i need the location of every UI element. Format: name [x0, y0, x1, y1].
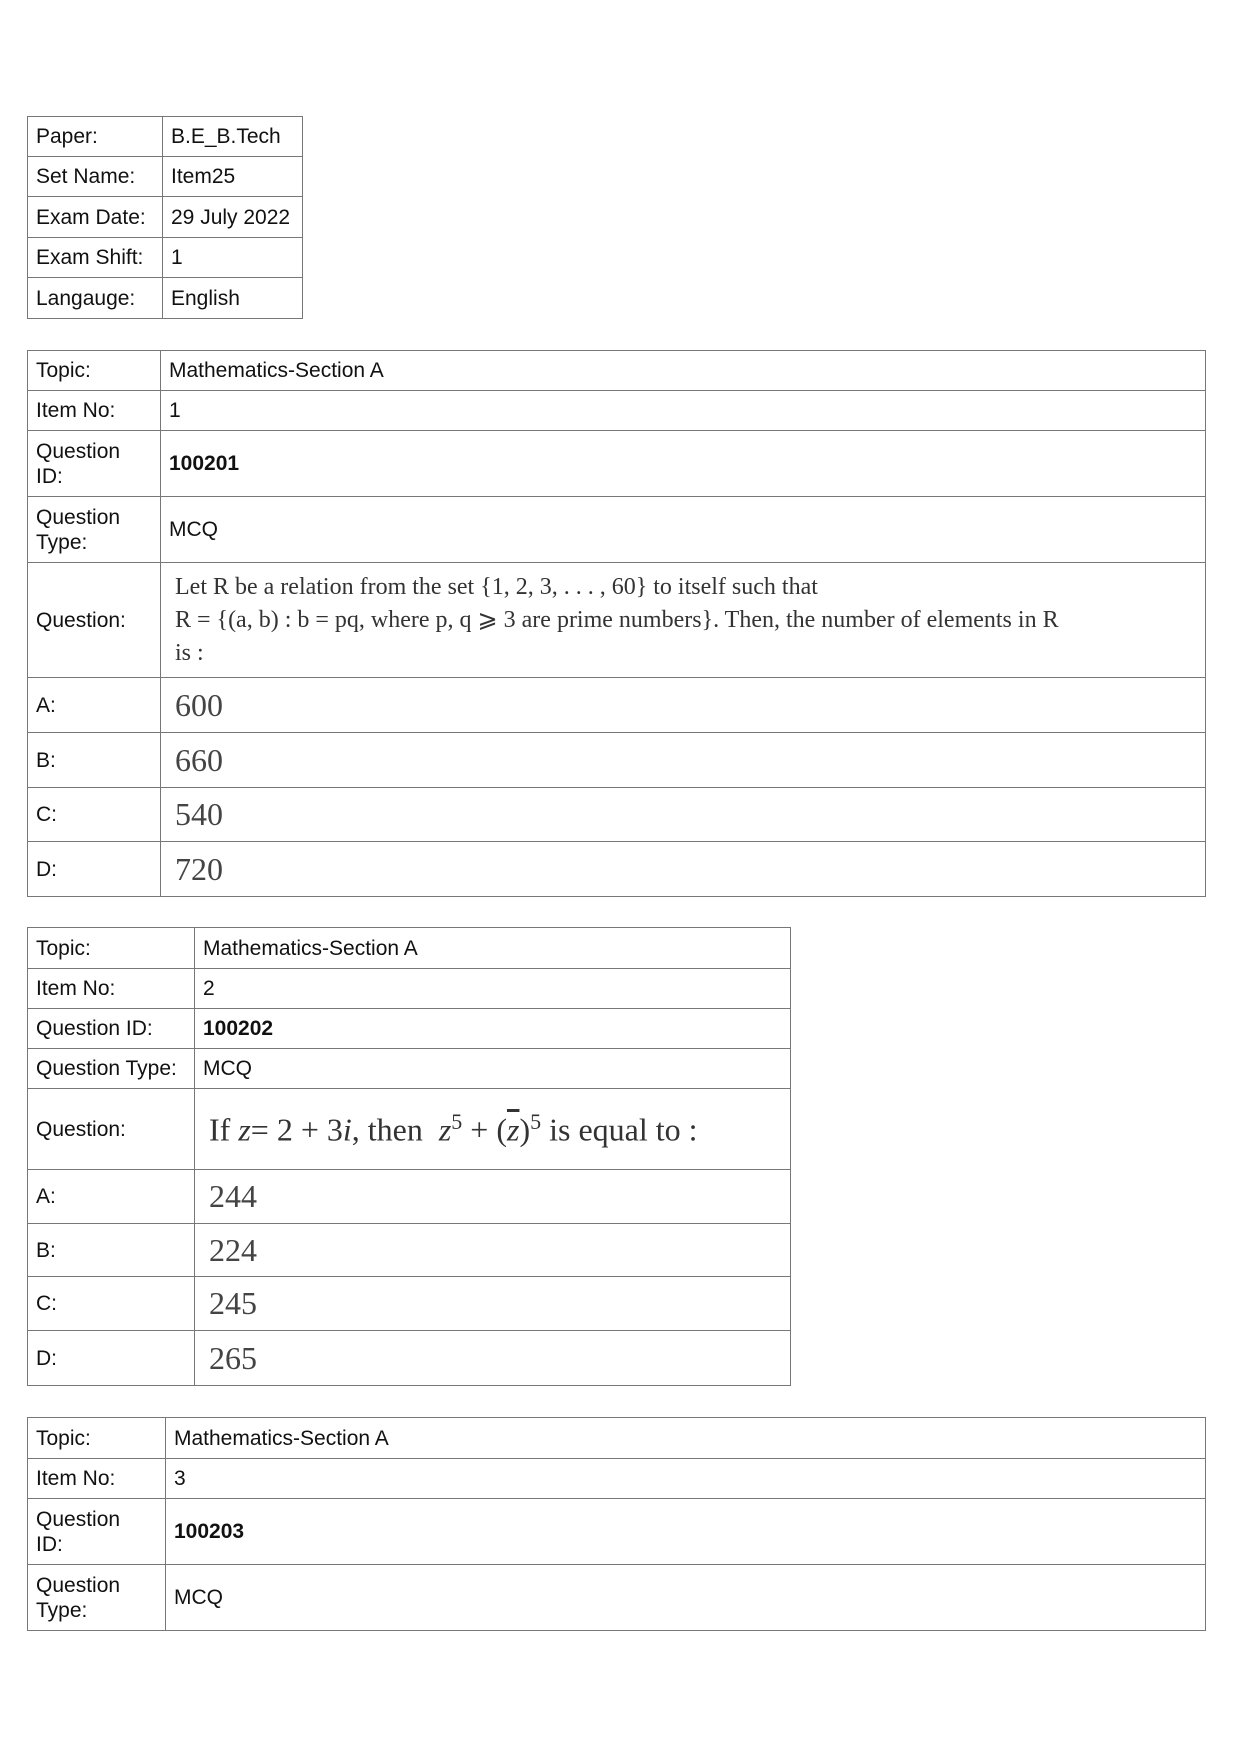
exam-meta-table: [27, 116, 303, 319]
option-b-label: B:: [28, 1224, 195, 1277]
topic-value: Mathematics-Section A: [166, 1418, 1206, 1459]
item-no-label: Item No:: [28, 1459, 166, 1499]
option-a-value: 600: [161, 678, 1206, 733]
question-3-table: [27, 1417, 1206, 1631]
item-no-label: Item No:: [28, 391, 161, 431]
question-1-table: [27, 350, 1206, 897]
item-no-value: 1: [161, 391, 1206, 431]
question-type-value: MCQ: [166, 1565, 1206, 1631]
option-b-label: B:: [28, 733, 161, 788]
language-label: Langauge:: [28, 278, 163, 319]
topic-value: Mathematics-Section A: [161, 351, 1206, 391]
topic-label: Topic:: [28, 928, 195, 969]
option-c-value: 540: [161, 788, 1206, 842]
question-type-value: MCQ: [195, 1049, 791, 1089]
set-name-label: Set Name:: [28, 157, 163, 197]
exam-shift-value: 1: [163, 238, 303, 278]
question-id-label: Question ID:: [28, 1009, 195, 1049]
question-id-label: Question ID:: [28, 431, 161, 497]
option-a-label: A:: [28, 1170, 195, 1224]
question-line-2: R = {(a, b) : b = pq, where p, q ⩾ 3 are prime numbers}. Then, the number of elements in R: [175, 606, 1059, 633]
question-type-label: Question Type:: [28, 1565, 166, 1631]
topic-label: Topic:: [28, 351, 161, 391]
question-id-value: 100202: [195, 1009, 791, 1049]
paper-value: B.E_B.Tech: [163, 117, 303, 157]
exam-date-label: Exam Date:: [28, 197, 163, 238]
option-d-value: 265: [195, 1331, 791, 1386]
option-c-label: C:: [28, 788, 161, 842]
question-type-value: MCQ: [161, 497, 1206, 563]
option-b-value: 224: [195, 1224, 791, 1277]
exam-shift-label: Exam Shift:: [28, 238, 163, 278]
question-line-3: is :: [175, 639, 204, 666]
option-b-value: 660: [161, 733, 1206, 788]
item-no-label: Item No:: [28, 969, 195, 1009]
topic-label: Topic:: [28, 1418, 166, 1459]
option-a-value: 244: [195, 1170, 791, 1224]
option-a-label: A:: [28, 678, 161, 733]
option-d-label: D:: [28, 842, 161, 897]
question-label: Question:: [28, 563, 161, 678]
option-c-value: 245: [195, 1277, 791, 1331]
paper-label: Paper:: [28, 117, 163, 157]
option-c-label: C:: [28, 1277, 195, 1331]
item-no-value: 2: [195, 969, 791, 1009]
question-id-label: Question ID:: [28, 1499, 166, 1565]
question-2-table: [27, 927, 791, 1386]
question-line-1: Let R be a relation from the set {1, 2, 3, . . . , 60} to itself such that: [175, 573, 818, 600]
question-id-value: 100201: [161, 431, 1206, 497]
question-type-label: Question Type:: [28, 1049, 195, 1089]
language-value: English: [163, 278, 303, 319]
question-id-value: 100203: [166, 1499, 1206, 1565]
exam-date-value: 29 July 2022: [163, 197, 303, 238]
question-text: If z= 2 + 3i, then $z^5 + (\overline{z})^5$ is equal to :: [195, 1089, 791, 1170]
set-name-value: Item25: [163, 157, 303, 197]
topic-value: Mathematics-Section A: [195, 928, 791, 969]
question-label: Question:: [28, 1089, 195, 1170]
item-no-value: 3: [166, 1459, 1206, 1499]
question-type-label: Question Type:: [28, 497, 161, 563]
option-d-label: D:: [28, 1331, 195, 1386]
option-d-value: 720: [161, 842, 1206, 897]
question-text: [161, 563, 1206, 678]
